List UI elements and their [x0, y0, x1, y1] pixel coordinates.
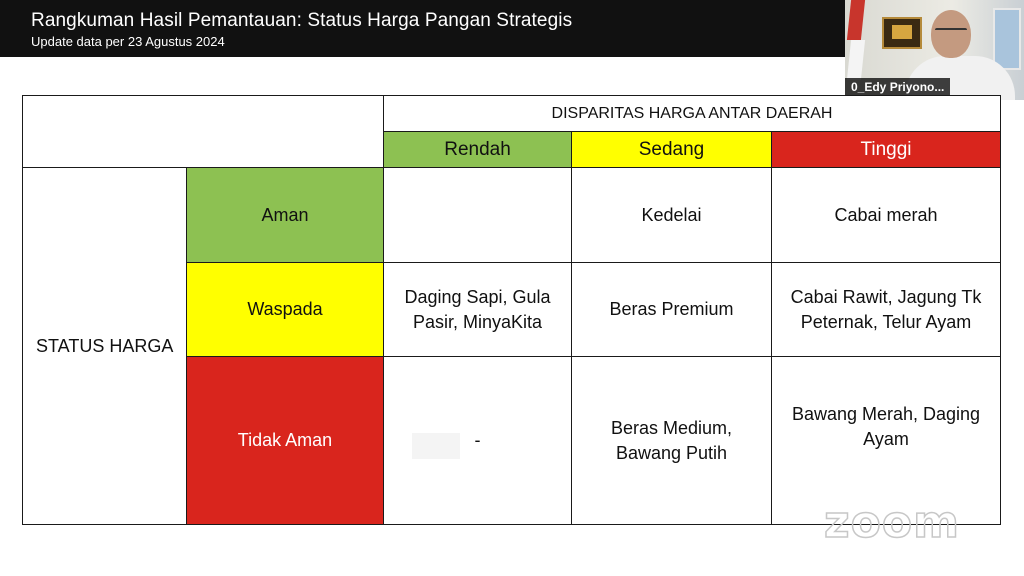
cell-waspada-tinggi: Cabai Rawit, Jagung Tk Peternak, Telur Ayam: [772, 263, 1001, 357]
cell-aman-tinggi: Cabai merah: [772, 168, 1001, 263]
cell-tidak-aman-rendah-text: -: [474, 430, 481, 450]
cell-tidak-aman-sedang: Beras Medium, Bawang Putih: [572, 357, 772, 525]
participant-video-tile[interactable]: [845, 0, 1024, 100]
column-header-medium: Sedang: [572, 132, 772, 168]
participant-head: [931, 10, 971, 58]
slide-header: [0, 0, 845, 57]
slide-subtitle: Update data per 23 Agustus 2024: [31, 34, 225, 49]
column-header-low: Rendah: [384, 132, 572, 168]
cell-waspada-sedang: Beras Premium: [572, 263, 772, 357]
emblem-plaque: [882, 17, 922, 49]
row-label-tidak-aman: Tidak Aman: [187, 357, 384, 525]
row-label-waspada: Waspada: [187, 263, 384, 357]
column-header-high: Tinggi: [772, 132, 1001, 168]
cell-tidak-aman-rendah: [384, 357, 572, 525]
zoom-watermark-logo: zoom: [824, 497, 960, 548]
cell-waspada-rendah: Daging Sapi, Gula Pasir, MinyaKita: [384, 263, 572, 357]
cell-aman-sedang: Kedelai: [572, 168, 772, 263]
price-status-matrix: [22, 95, 1001, 525]
disparity-header: DISPARITAS HARGA ANTAR DAERAH: [384, 96, 1001, 132]
slide-title: Rangkuman Hasil Pemantauan: Status Harga Pangan Strategis: [31, 10, 573, 31]
corner-cell: [23, 96, 384, 168]
window: [993, 8, 1021, 70]
participant-name-tag: 0_Edy Priyono...: [845, 78, 950, 96]
cell-aman-rendah: [384, 168, 572, 263]
cell-tidak-aman-tinggi: Bawang Merah, Daging Ayam: [772, 357, 1001, 525]
status-harga-label: STATUS HARGA: [23, 168, 187, 525]
glasses: [935, 28, 967, 34]
row-label-aman: Aman: [187, 168, 384, 263]
